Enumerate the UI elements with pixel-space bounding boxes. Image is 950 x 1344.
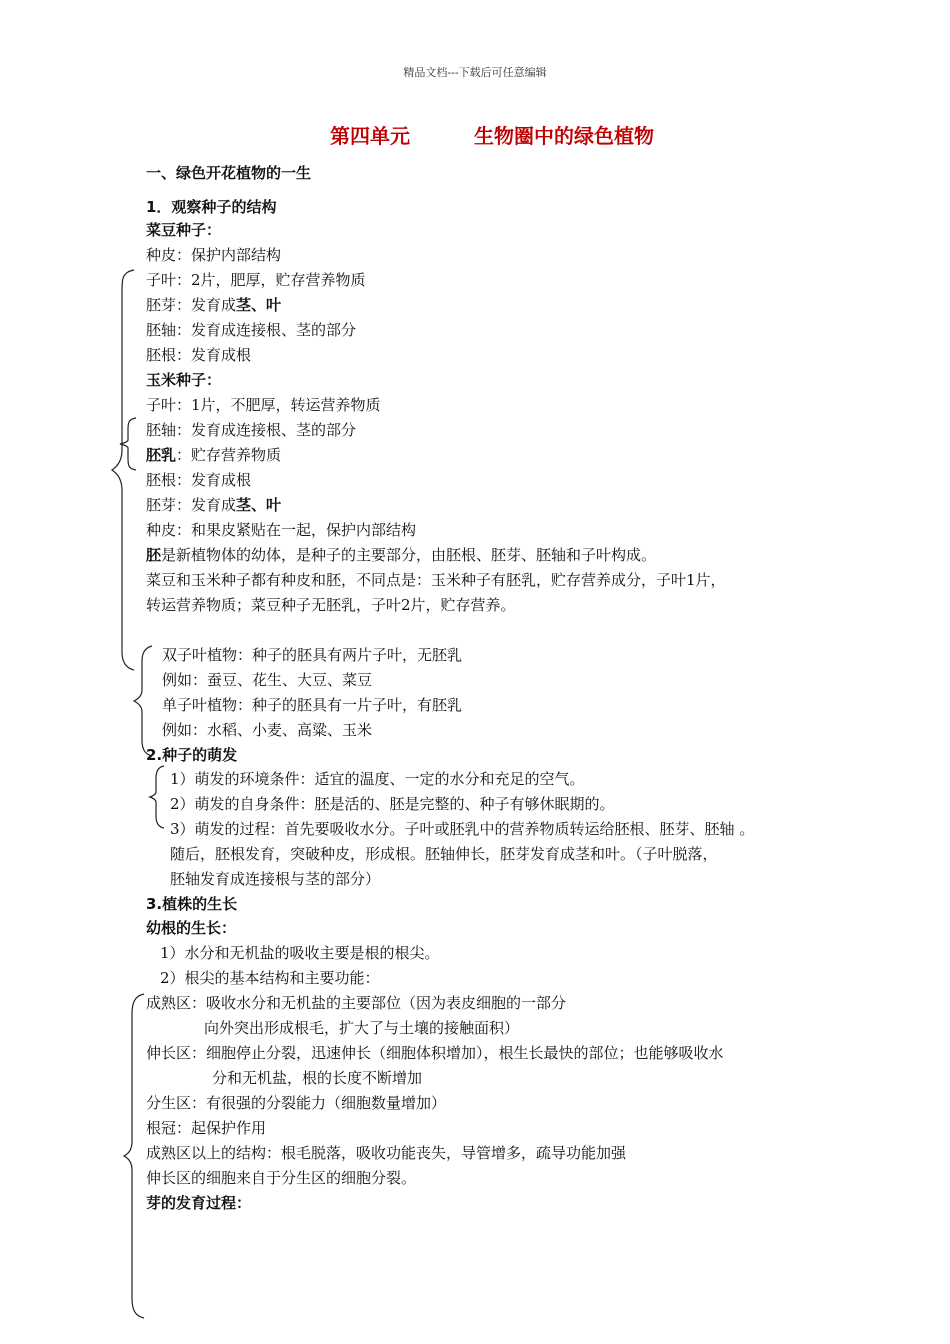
unit-number: 第四单元 [330, 124, 410, 148]
page-header: 精品文档---下载后可任意编辑 [403, 66, 547, 79]
text-line: 2）萌发的自身条件：胚是活的、胚是完整的、种子有够休眠期的。 [170, 795, 615, 813]
text-line: 例如：水稻、小麦、高粱、玉米 [162, 721, 373, 739]
text-line: 随后，胚根发育，突破种皮，形成根。胚轴伸长，胚芽发育成茎和叶。（子叶脱落， [170, 845, 718, 863]
text-line: 胚轴：发育成连接根、茎的部分 [146, 321, 357, 339]
text-run: ：贮存营养物质 [176, 446, 282, 464]
emphasis: 胚 [146, 546, 162, 564]
text-line: 1）水分和无机盐的吸收主要是根的根尖。 [160, 944, 440, 962]
text-line: 胚根：发育成根 [146, 346, 252, 364]
text-run: 是新植物体的幼体，是种子的主要部分，由胚根、胚芽、胚轴和子叶构成。 [161, 546, 657, 564]
text-line: 子叶：2片，肥厚，贮存营养物质 [146, 271, 366, 289]
text-line: 胚轴：发育成连接根、茎的部分 [146, 421, 357, 439]
text-line: 分生区：有很强的分裂能力（细胞数量增加） [146, 1094, 447, 1112]
text-line: 胚轴发育成连接根与茎的部分） [170, 870, 381, 888]
text-line [146, 545, 656, 565]
bean-seed-heading: 菜豆种子： [146, 221, 222, 239]
text-line: 单子叶植物：种子的胚具有一片子叶，有胚乳 [162, 696, 463, 714]
text-run: 胚芽：发育成 [146, 496, 237, 514]
brace-corn-seed [120, 418, 138, 470]
text-line [146, 445, 281, 465]
emphasis: 胚乳 [146, 446, 177, 464]
text-line: 双子叶植物：种子的胚具有两片子叶，无胚乳 [162, 646, 463, 664]
unit-name: 生物圈中的绿色植物 [474, 124, 654, 148]
text-line: 2）根尖的基本结构和主要功能： [160, 969, 380, 987]
text-line: 伸长区：细胞停止分裂，迅速伸长（细胞体积增加），根生长最快的部位；也能够吸收水 [146, 1044, 724, 1062]
unit-title [330, 122, 654, 150]
text-line: 成熟区：吸收水分和无机盐的主要部位（因为表皮细胞的一部分 [146, 994, 567, 1012]
text-line: 菜豆和玉米种子都有种皮和胚，不同点是：玉米种子有胚乳，贮存营养成分，子叶1片， [146, 571, 726, 589]
text-line: 向外突出形成根毛，扩大了与土壤的接触面积） [204, 1019, 520, 1037]
text-line: 种皮：和果皮紧贴在一起，保护内部结构 [146, 521, 417, 539]
text-line: 转运营养物质；菜豆种子无胚乳，子叶2片，贮存营养。 [146, 596, 516, 614]
text-line: 例如：蚕豆、花生、大豆、菜豆 [162, 671, 373, 689]
text-line: 分和无机盐，根的长度不断增加 [212, 1069, 423, 1087]
brace-germination [150, 766, 166, 828]
subsection-heading: 2.种子的萌发 [146, 746, 238, 764]
subsection-heading: 3.植株的生长 [146, 895, 238, 913]
subsection-heading: 1．观察种子的结构 [146, 198, 277, 216]
corn-seed-heading: 玉米种子： [146, 371, 222, 389]
text-run: 胚芽：发育成 [146, 296, 237, 314]
brace-plant-types [134, 646, 154, 756]
text-line: 成熟区以上的结构：根毛脱落，吸收功能丧失，导管增多，疏导功能加强 [146, 1144, 627, 1162]
text-line: 种皮：保护内部结构 [146, 246, 282, 264]
emphasis: 茎、叶 [236, 296, 282, 314]
text-line [146, 295, 281, 315]
bud-development-heading: 芽的发育过程： [146, 1194, 252, 1212]
text-line: 胚根：发育成根 [146, 471, 252, 489]
section-heading: 一、绿色开花植物的一生 [146, 164, 312, 182]
brace-bean-seed [112, 270, 136, 672]
text-line: 子叶：1片，不肥厚，转运营养物质 [146, 396, 381, 414]
text-line [146, 495, 281, 515]
brace-root-tip [124, 994, 146, 1318]
text-line: 3）萌发的过程：首先要吸收水分。子叶或胚乳中的营养物质转运给胚根、胚芽、胚轴 。 [170, 820, 755, 838]
text-line: 1）萌发的环境条件：适宜的温度、一定的水分和充足的空气。 [170, 770, 585, 788]
text-line: 伸长区的细胞来自于分生区的细胞分裂。 [146, 1169, 417, 1187]
emphasis: 茎、叶 [236, 496, 282, 514]
text-line: 根冠：起保护作用 [146, 1119, 267, 1137]
root-growth-heading: 幼根的生长： [146, 919, 237, 937]
